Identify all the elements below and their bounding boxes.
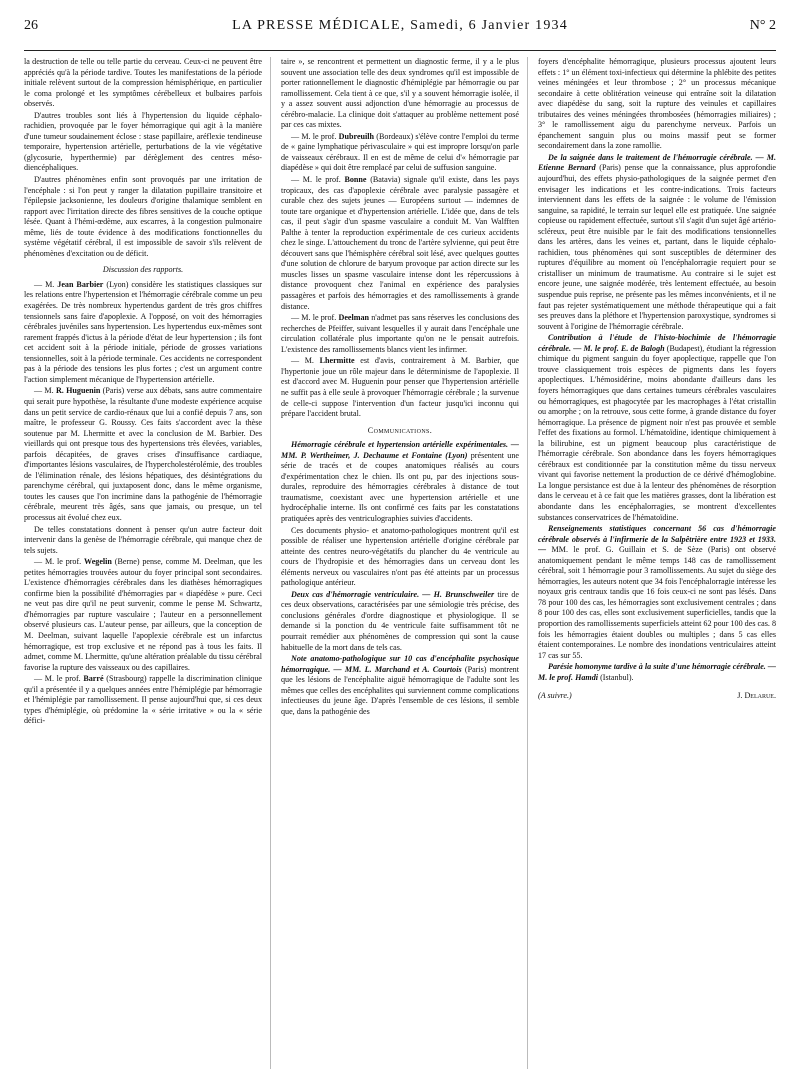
communication-heading: Parésie homonyme tardive à la suite d'une hémorragie cérébrale. — M. le prof. Hamdi <box>538 662 776 682</box>
paragraph-text: (Lyon) considère les statistiques classiques sur les relations entre l'hypertension et l'hémorragie cérébrale comme un peu exagérées. De très nombreux hypertendus gardent de très gros chiffres tensionnels sans faire d'apoplexie. A l'opposé, on voit des hémorragies cérébrales juvéniles sans hypertension. Les hypertendus eux-mêmes sont rarement frappés d'ictus à la période d'état de leur hypertension ; ils font cet accident soit à la période initiale, période de grosses variations tensionnelles, soit à la période terminale. Ces accidents ne correspondent pas à la période des tensions les plus fortes ; c'est un argument contre l'action simplement mécanique de l'hypertension artérielle. <box>24 279 262 384</box>
paragraph-text: (Paris) montrent que les lésions de l'encéphalite aiguë hémorragique de l'adulte sont les mêmes que celles des encéphalites qui surviennent comme complications infectieuses du jeune âge. D'après l'ensemble de ces lésions, il semble que, dans la pathogénie des <box>281 664 519 716</box>
paragraph-barre: — M. le prof. Barré (Strasbourg) rappelle la discrimination clinique qu'il a présentée il y a quelques années entre l'hémiplégie par hémorragie et l'hémiplégie par ramollissement. Il pense aujourd'hui que, si ces deux types d'hémiplégie, où prédomine la « série irritative » ou la « série défici- <box>24 674 262 726</box>
communication-6 <box>538 524 776 661</box>
paragraph-lhermitte: — M. Lhermitte est d'avis, contrairement à M. Barbier, que l'hypertonie joue un rôle majeur dans le déterminisme de l'apoplexie. Il est d'accord avec M. Huguenin pour penser que l'hypertension artérielle ne suffit pas à elle seule à provoquer l'hémorragie cérébrale ; la survenue de celle-ci suppose l'intervention d'un facteur jusqu'ici inconnu qui prépare l'accident brutal. <box>281 356 520 419</box>
author-name: Jean Barbier <box>57 279 104 289</box>
paragraph-bonne: — M. le prof. Bonne (Batavia) signale qu'il existe, dans les pays tropicaux, des cas d'apoplexie cérébrale avec paralysie passagère et curable chez des sujets jeunes — Européens surtout — indemnes de toute tare organique et d'hypertension artérielle. L'idée que, dans de tels cas, il peut s'agir d'un spasme vasculaire a conduit M. Van Walfften Palthe à tenter la reproduction expérimentale de ces curieux accidents chez le singe. L'attouchement du tronc de l'artère sylvienne, qui peut être découvert sans que l'hémisphère cérébral soit lésé, avec quelques gouttes d'une solution de chlorure de baryum provoque par action directe sur les muscles lisses un spasme vasculaire intense dont les répercussions à distance provoquent chez l'animal en expérience des paralysies passagères et parfois des hémorragies et des ramollissements à grande distance. <box>281 175 519 311</box>
journal-title: LA PRESSE MÉDICALE, Samedi, 6 Janvier 1934 <box>232 18 568 33</box>
issue-number: N° 2 <box>749 18 776 33</box>
column-1 <box>24 57 271 1069</box>
paragraph-text: tire de ces deux observations, caractérisées par une sémiologie très précise, des conclusions générales d'ordre diagnostique et physiologique. Il se demande si la ponction du 4e ventricule faite suffisamment tôt ne pourrait remédier aux phénomènes de compression qui sont la cause habituelle de la mort dans de tels cas. <box>281 589 520 652</box>
paragraph-barbier: — M. Jean Barbier (Lyon) considère les statistiques classiques sur les relations entre l'hypertension et l'hémorragie cérébrale comme un peu exagérées. De très nombreux hypertendus gardent de très gros chiffres tensionnels sans faire d'apoplexie. A l'opposé, on voit des hémorragies cérébrales juvéniles sans hypertension. Les hypertendus eux-mêmes sont rarement frappés d'ictus à la période d'état de leur hypertension ; ils font cet accident soit à la période initiale, période de grosses variations tensionnelles, soit à la période terminale. Ces accidents ne correspondent pas à la période des tensions les plus fortes ; c'est un argument contre l'action simplement mécanique de l'hypertension artérielle. <box>24 279 262 384</box>
author-signature: J. Delarue. <box>737 691 776 701</box>
paragraph: taire », se rencontrent et permettent un diagnostic ferme, il y a le plus souvent une association telle des deux syndromes qu'il est impossible de porter rationnellement le diagnostic d'hémiplégie par hémorragie ou par ramollissement. Cela tient à ce que, s'il y a souvent hémorragie isolée, il y a assez souvent aussi adjonction d'une hémorragie au processus de cérébro-malacie. La clinique doit s'attaquer au problème nettement posé par ces cas mixtes. <box>281 57 519 130</box>
paragraph-text: (Bordeaux) s'élève contre l'emploi du terme de « gaine lymphatique périvasculaire » qui est impropre lorsqu'on parle de vaisseaux cérébraux. Il en est de même de celui d'« hémorragie par diapédèse » qui doit être remplacé par celui de suffusion sanguine. <box>281 131 519 173</box>
communication-2 <box>281 590 519 653</box>
section-subheading: Communications. <box>367 425 433 435</box>
paragraph-huguenin: — M. R. Huguenin (Paris) verse aux débats, sans autre commentaire qui serait pure hypothèse, la résultante d'une modeste expérience acquise dans un petit service de cardio-rénaux que lui a confié depuis 7 ans, son maître, le professeur G. Roussy. Ces faits s'accordent avec la thèse soutenue par M. Lhermitte et avec la conclusion de M. Barbier. Des vieillards qui ont presque tous des hypertensions très élevées, variables, parfois décapitées, de graves crises d'insuffisance cardiaque, d'importantes lésions vasculaires, de l'hypercholestérolémie, des troubles de l'élimination rénale, des lésions hépatiques, des désintégrations du parenchyme cérébral, qui juxtaposent donc, dans le même organisme, toutes les causes que l'on incrimine dans la pathogénie de l'hémorragie cérébrale, meurent très âgés, sans que jamais, ou presque, un tel processus ait évolué chez eux. <box>24 386 262 522</box>
paragraph-deelman: — M. le prof. Deelman n'admet pas sans réserves les conclusions des recherches de Pfeiffer, suivant lesquelles il y aurait dans l'encéphale une circulation collatérale plus importante qu'on ne le pensait autrefois. L'existence des ramollissements blancs vient les infirmer. <box>281 313 519 354</box>
paragraph-text: (Paris) verse aux débats, sans autre commentaire qui serait pure hypothèse, la résultante d'une modeste expérience acquise dans un petit service de cardio-rénaux que lui a confié depuis 7 ans, son maître, le professeur G. Roussy. Ces faits s'accordent avec la thèse soutenue par M. Lhermitte et avec la conclusion de M. Barbier. Des vieillards qui ont presque tous des hypertensions très élevées, variables, parfois décapitées, de graves crises d'insuffisance cardiaque, d'importantes lésions vasculaires, de l'hypercholestérolémie, des troubles de l'élimination rénale, des lésions hépatiques, des désintégrations du parenchyme cérébral, qui juxtaposent donc, dans le même organisme, toutes les causes que l'on incrimine dans la pathogénie de l'hémorragie cérébrale, meurent très âgés, sans que jamais, ou presque, un tel processus ait évolué chez eux. <box>24 386 262 522</box>
author-name: Deelman <box>338 313 370 323</box>
header-rule <box>24 50 776 51</box>
author-name: Lhermitte <box>319 356 355 366</box>
communication-heading: Renseignements statistiques concernant 56 cas d'hémorragie cérébrale observés à l'infirmerie de la Salpêtrière entre 1923 et 1933. — <box>538 524 776 555</box>
column-2 <box>281 57 528 1069</box>
paragraph-text: (Batavia) signale qu'il existe, dans les pays tropicaux, des cas d'apoplexie cérébrale avec paralysie passagère et curable chez des sujets jeunes — Européens surtout — indemnes de toute tare organique et d'hypertension artérielle. L'idée que, dans de tels cas, il peut s'agir d'un spasme vasculaire a conduit M. Van Walfften Palthe à tenter la reproduction expérimentale de ces curieux accidents chez le singe. L'attouchement du tronc de l'artère sylvienne, qui peut être découvert sans que l'hémisphère cérébral soit lésé, avec quelques gouttes d'une solution de chlorure de baryum provoque par action directe sur les muscles lisses un spasme vasculaire intense dont les répercussions à distance provoquent chez l'animal en expérience des paralysies passagères et parfois des hémorragies et des ramollissements à grande distance. <box>281 175 519 311</box>
paragraph-text: présentent une série de tracés et de coupes anatomiques réalisés au cours d'expérimentation chez le chien. Ils ont pu, par des injections sous-durales, reproduire des hémorragies cérébrales à distance de tout traumatisme, coexistant avec une hypertension artérielle et une hydrocéphalie interne. Ils ont confirmé ces faits par les constatations pratiquées après des ventriculographies suivies d'accidents. <box>281 450 519 523</box>
paragraph-dubreuilh: — M. le prof. Dubreuilh (Bordeaux) s'élève contre l'emploi du terme de « gaine lymphatique périvasculaire » qui est impropre lorsqu'on parle de vaisseaux cérébraux. Il en est de même de celui d'« hémorragie par diapédèse » qui doit être remplacé par celui de suffusion sanguine. <box>281 131 519 173</box>
text-columns <box>24 57 776 1069</box>
communication-5 <box>538 333 776 523</box>
communication-heading: Note anatomo-pathologique sur 10 cas d'encéphalite psychosique hémorragique. — MM. L. Marchand et A. Courtois <box>281 654 519 674</box>
paragraph-text: est d'avis, contrairement à M. Barbier, que l'hypertonie joue un rôle majeur dans le déterminisme de l'apoplexie. Il est d'accord avec M. Huguenin pour penser que l'hypertension artérielle ne suffit pas à elle seule à provoquer l'hémorragie cérébrale ; la survenue de celle-ci suppose l'intervention d'un facteur jusqu'ici inconnu qui prépare l'accident brutal. <box>281 356 520 419</box>
author-name: Bonne <box>344 175 367 185</box>
author-name: Barré <box>83 674 104 684</box>
paragraph-text: n'admet pas sans réserves les conclusions des recherches de Pfeiffer, suivant lesquelles il y aurait dans l'encéphale une circulation collatérale plus importante qu'on ne le pensait autrefois. L'existence des ramollissements blancs vient les infirmer. <box>281 313 519 354</box>
paragraph: Ces documents physio- et anatomo-pathologiques montrent qu'il est possible de réaliser une hypertension artérielle d'origine cérébrale par atteinte des centres neuro-végétatifs du plancher du 4e ventricule au cours de l'hydropisie et des hémorragies dans un cerveau dont les éléments nerveux ou vasculaires n'ont pas été atteints par un processus pathologique antérieur. <box>281 525 519 588</box>
communication-heading: De la saignée dans le traitement de l'hémorragie cérébrale. — M. Etienne Bernard <box>538 152 776 173</box>
paragraph-text: (Istanbul). <box>600 672 634 682</box>
paragraph: De telles constatations donnent à penser qu'un autre facteur doit intervenir dans la genèse de l'hémorragie cérébrale, qui manque chez de tels sujets. <box>24 524 262 555</box>
paragraph-text: (Berne) pense, comme M. Deelman, que les petites hémorragies trouvées autour du foyer principal sont secondaires. L'existence d'hémorragies cérébrales dans les diathèses hémorragiques confirme bien la possibilité d'hémorragies par « diapédèse » pure. Ceci ne veut pas dire qu'il ne peut survenir, comme le pense M. Schwartz, d'hémorragies par rupture vasculaire ; l'auteur en a personnellement observé plusieurs cas. L'auteur pense, par ailleurs, que la conception de M. Deelman, suivant laquelle l'apoplexie cérébrale est un infarctus hémorragique, est trop exclusive et ne répond pas à tous les faits. Il admet, comme M. Lhermitte, qu'une altération préalable du tissu cérébral favorise la rupture des vaisseaux ou des capillaires. <box>24 557 262 672</box>
paragraph-text: (Strasbourg) rappelle la discrimination clinique qu'il a présentée il y a quelques années entre l'hémiplégie par hémorragie et l'hémiplégie par ramollissement. Il pense aujourd'hui que, si ces deux types d'hémiplégie, où prédomine la « série irritative » ou la « série défici- <box>24 674 262 726</box>
paragraph-text: (Paris) pense que la connaissance, plus approfondie aujourd'hui, des effets physio-pathologiques de la saignée permet d'en envisager les indications et les contre-indications. Trois facteurs interviennent dans les effets de la saignée : le volume de l'émission sanguine, sa rapidité, le terrain sur lequel elle est pratiquée. Une saignée copieuse ou rapidement effectuée, surtout s'il s'agit d'un sujet âgé artério-scléreux, peut être nuisible par le fait des modifications tensionnelles dans les artères, dans les veines et, partant, dans le liquide céphalo-rachidien, tous phénomènes qui sont susceptibles de déterminer des ruptures d'équilibre au moment où l'encéphalorragie requiert pour se cristalliser un minimum de traumatisme. Au contraire si le sujet est encore jeune, une saignée modérée, très lentement effectuée, au besoin suspendue puis reprise, ne présente pas les mêmes inconvénients, et il ne faut pas rejeter systématiquement une méthode thérapeutique qui a fait ses preuves dans la pléthore et l'hypertension paroxystique, syndromes si souvent à l'origine de l'hémorragie cérébrale. <box>538 163 776 331</box>
column-3 <box>538 57 776 1069</box>
page-number: 26 <box>24 18 38 33</box>
continuation-note: (A suivre.) <box>538 691 572 701</box>
article-footer <box>538 691 776 702</box>
section-subheading: Discussion des rapports. <box>102 265 184 275</box>
paragraph: D'autres phénomènes enfin sont provoqués par une irritation de l'encéphale : si l'on peut y ranger la dilatation pupillaire transitoire et l'épilepsie jacksonienne, les douleurs d'origine thalamique semblent en rapport avec l'irritation directe des fibres sensitives de la couche optique lésée. Quant à l'hémi-œdème, aux escarres, à la congestion pulmonaire même, liés de toute évidence à des modifications fonctionnelles du système végétatif cérébral, il est impossible de savoir s'ils relèvent de phénomènes d'excitation ou de déficit. <box>24 175 262 258</box>
communication-7 <box>538 662 776 683</box>
paragraph: foyers d'encéphalite hémorragique, plusieurs processus ajoutent leurs effets : 1° un élément toxi-infectieux qui détermine la phlébite des petites veines méningées et leur thrombose ; 2° un processus mécanique secondaire à cette oblitération veineuse qui entraîne soit la dilatation avec diapédèse du sang, soit la rupture des veinules et capillaires tributaires des veines méningées thrombosées (hémorragies miliaires) ; 3° le ramollissement aigu du parenchyme nerveux. Parfois un épanchement sanguin plus ou moins massif peut se former secondairement dans la zone ramollie. <box>538 57 776 151</box>
communication-heading: Contribution à l'étude de l'histo-biochimie de l'hémorragie cérébrale. — M. le prof. E. de Balogh <box>538 333 776 353</box>
author-name: Dubreuilh <box>338 131 375 141</box>
paragraph-wegelin: — M. le prof. Wegelin (Berne) pense, comme M. Deelman, que les petites hémorragies trouvées autour du foyer principal sont secondaires. L'existence d'hémorragies cérébrales dans les diathèses hémorragiques confirme bien la possibilité d'hémorragies par « diapédèse » pure. Ceci ne veut pas dire qu'il ne peut survenir, comme le pense M. Schwartz, d'hémorragies par rupture vasculaire ; l'auteur en a personnellement observé plusieurs cas. L'auteur pense, par ailleurs, que la conception de M. Deelman, suivant laquelle l'apoplexie cérébrale est un infarctus hémorragique, est trop exclusive et ne répond pas à tous les faits. Il admet, comme M. Lhermitte, qu'une altération préalable du tissu cérébral favorise la rupture des vaisseaux ou des capillaires. <box>24 557 262 672</box>
author-name: R. Huguenin <box>55 386 101 396</box>
communication-1 <box>281 440 519 524</box>
communication-heading: Hémorragie cérébrale et hypertension artérielle expérimentales. — MM. P. Wertheimer, J. Dechaume et Fontaine (Lyon) <box>281 440 519 460</box>
communication-4 <box>538 153 776 332</box>
paragraph: D'autres troubles sont liés à l'hypertension du liquide céphalo-rachidien, provoquée par le foyer hémorragique qui agit à la manière d'une tumeur soudainement éclose : stase papillaire, aréflexie tendineuse temporaire, hypertension artérielle, perturbations de la vie végétative (glycosurie, hyperthermie) par dérèglement des centres méso-diencéphaliques. <box>24 110 262 173</box>
author-name: Wegelin <box>84 557 112 567</box>
paragraph-text: (Budapest), étudiant la régression chimique du pigment sanguin du foyer apoplectique, rappelle que l'on trouve classiquement trois espèces de pigments dans les foyers apoplectiques. L'hémosidérine, moins abondante d'ailleurs dans les foyers hémorragiques que dans certaines tumeurs cérébrales vasculaires ou hémorragiques, est phagocytée par les macrophages à l'état cristallin ou amorphe ; on la retrouve, sous cette forme, à grande distance du foyer hémorragique. La présence de pigment noir n'est pas prouvée et semble l'effet des fixations au formol. L'hématoïdine, identique chimiquement à la bilirubine, est un pigment beaucoup plus caractéristique de l'hémorragie cérébrale. Son abondance dans les foyers hémorragiques cérébraux est conditionnée par la constitution même du tissu nerveux vivant qui favorise nettement la production de ce dérivé d'hémoglobine. La longue persistance est due à la lenteur des phénomènes de résorption dans le cerveau et à ce fait que les matières grasses, dont la libération est abondante dans les encéphalorragies, se montrent d'excellentes substances conservatrices de l'hématoïdine. <box>538 343 776 522</box>
communication-heading: Deux cas d'hémorragie ventriculaire. — H. Brunschweiler <box>291 589 495 599</box>
communication-3 <box>281 654 519 717</box>
paragraph: la destruction de telle ou telle partie du cerveau. Ceux-ci ne peuvent être appréciés qu'à la période tardive. Toutes les manifestations de la période initiale relèvent surtout de la compression hémisphérique, en particulier le coma prolongé et les symptômes cérébelleux et bulbaires parfois observés. <box>24 57 262 109</box>
running-header <box>24 18 776 44</box>
paragraph-text: MM. le prof. G. Guillain et S. de Sèze (Paris) ont observé anatomiquement pendant le même temps 148 cas de ramollissement cérébral, soit 1 hémorragie pour 3 ramollissements. Au sujet du siège des hémorragies, les auteurs notent que 34 fois l'encéphalorragie intéresse les noyaux gris centraux tandis que 16 fois ceux-ci ne sont pas lésés. Dans 78 pour 100 des cas, les hémorragies sont exclusivement centrales ; dans 8 pour 100 des cas, elles sont exclusivement superficielles, tandis que la proportion des ramollissements superficiels atteint 62 pour 100 des cas. 8 fois les hémorragies étaient doubles ou multiples ; dans 5 cas elles étaient contemporaines. Le nombre des inondations ventriculaires atteint 17 cas sur 55. <box>538 545 776 660</box>
